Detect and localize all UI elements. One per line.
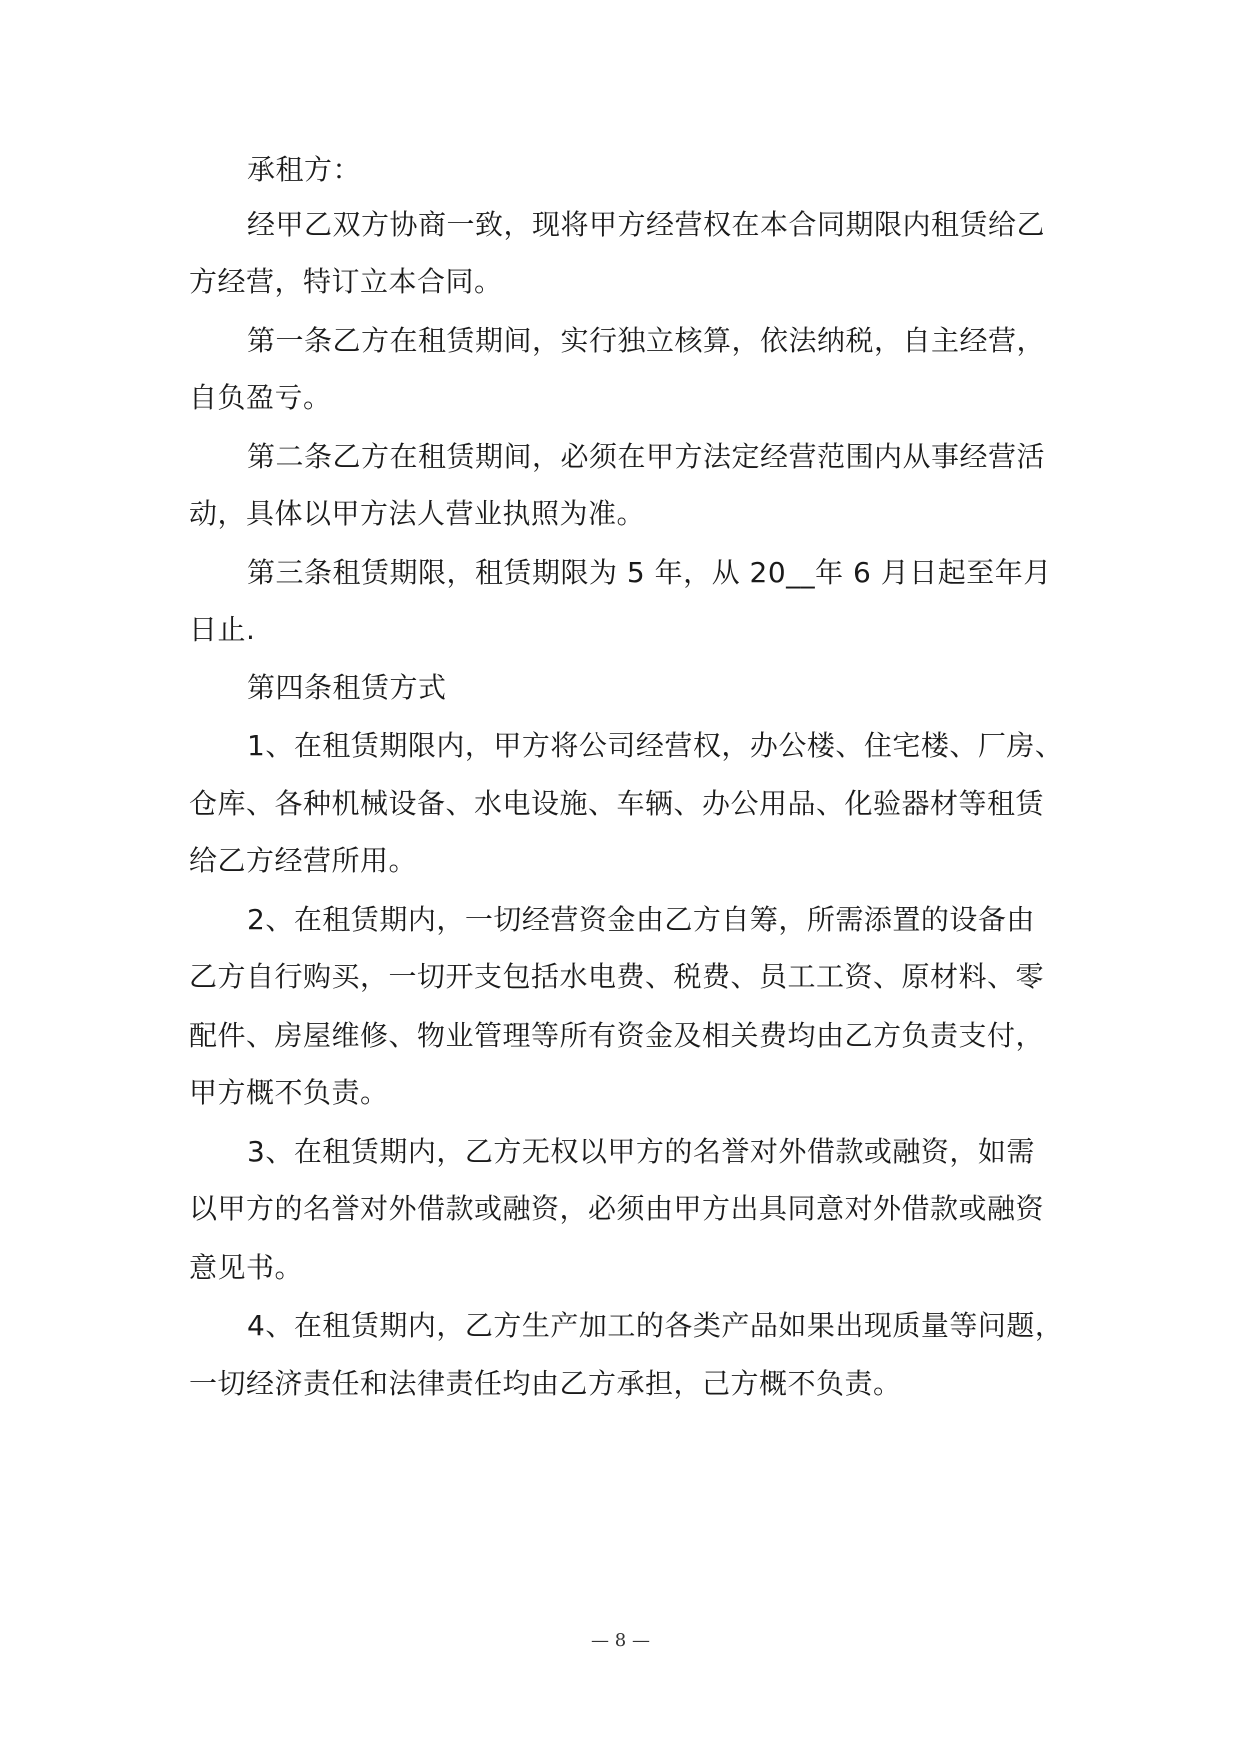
text-line: 经甲乙双方协商一致，现将甲方经营权在本合同期限内租赁给乙	[247, 208, 1046, 241]
text-line: 第四条租赁方式	[247, 671, 447, 704]
text-line: 第一条乙方在租赁期间，实行独立核算，依法纳税，自主经营，	[247, 324, 1046, 357]
text-line: 4、在租赁期内，乙方生产加工的各类产品如果出现质量等问题，	[247, 1309, 1064, 1342]
text-line: 乙方自行购买，一切开支包括水电费、税费、员工工资、原材料、零	[189, 960, 1045, 993]
text-line: 承租方：	[247, 153, 362, 186]
text-line: 仓库、各种机械设备、水电设施、车辆、办公用品、化验器材等租赁	[189, 787, 1045, 820]
text-line: 自负盈亏。	[189, 381, 332, 414]
text-line: 意见书。	[189, 1251, 304, 1284]
text-line: 2、在租赁期内，一切经营资金由乙方自筹，所需添置的设备由	[247, 903, 1035, 936]
text-line: 方经营，特订立本合同。	[189, 265, 503, 298]
text-line: 3、在租赁期内，乙方无权以甲方的名誉对外借款或融资，如需	[247, 1135, 1035, 1168]
text-line: 第二条乙方在租赁期间，必须在甲方法定经营范围内从事经营活	[247, 440, 1046, 473]
text-line: 以甲方的名誉对外借款或融资，必须由甲方出具同意对外借款或融资	[189, 1192, 1045, 1225]
text-line: 动，具体以甲方法人营业执照为准。	[189, 497, 646, 530]
page-number: — 8 —	[591, 1630, 650, 1651]
text-line: 第三条租赁期限，租赁期限为 5 年，从 20__年 6 月日起至年月	[247, 556, 1052, 589]
text-line: 日止.	[189, 613, 256, 646]
text-line: 一切经济责任和法律责任均由乙方承担，己方概不负责。	[189, 1367, 902, 1400]
text-line: 给乙方经营所用。	[189, 844, 418, 877]
text-line: 1、在租赁期限内，甲方将公司经营权，办公楼、住宅楼、厂房、	[247, 729, 1064, 762]
text-line: 甲方概不负责。	[189, 1076, 389, 1109]
text-line: 配件、房屋维修、物业管理等所有资金及相关费均由乙方负责支付，	[189, 1019, 1045, 1052]
